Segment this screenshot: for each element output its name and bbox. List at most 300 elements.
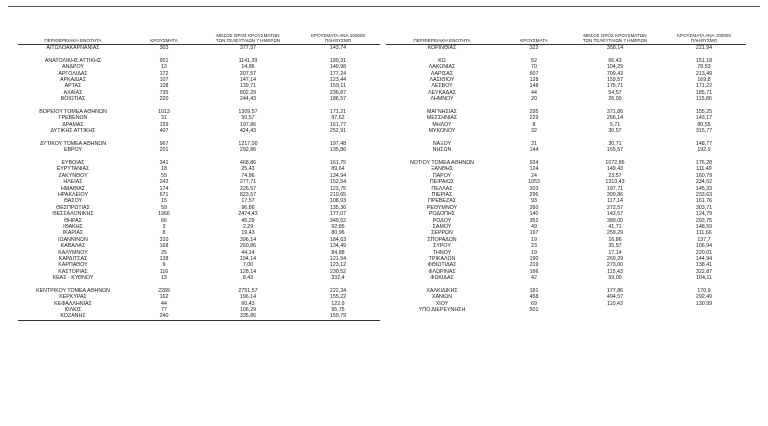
cell-avg7: 17,57 xyxy=(241,198,255,205)
cell-avg7: 292,86 xyxy=(239,147,257,154)
header-avg7: ΜΕΣΟΣ ΟΡΟΣ ΚΡΟΥΣΜΑΤΩΝ ΤΩΝ ΤΕΛΕΥΤΑΙΩΝ 7 ΗΜΕΡΩΝ xyxy=(215,33,281,43)
cell-region: ΣΠΟΡΑΔΩΝ xyxy=(427,236,457,243)
cell-per100k: 186,57 xyxy=(329,96,347,103)
cell-per100k: 303,71 xyxy=(695,204,713,211)
header-region: ΠΕΡΙΦΕΡΕΙΑΚΗ ΕΝΟΤΗΤΑ xyxy=(44,38,102,43)
cell-avg7: 1072,86 xyxy=(605,160,625,167)
cell-avg7: 196,14 xyxy=(239,294,257,301)
cell-region: ΚΑΡΠΑΘΟΥ xyxy=(58,262,88,269)
cell-region: ΜΕΣΣΗΝΙΑΣ xyxy=(426,115,458,122)
cell-per100k: 134,94 xyxy=(329,172,347,179)
cell-cases: 1013 xyxy=(158,108,170,115)
cell-avg7: 26,00 xyxy=(608,96,622,103)
cell-per100k: 111,66 xyxy=(696,230,712,237)
cell-avg7: 147,14 xyxy=(239,76,257,83)
cell-per100k: 349,52 xyxy=(329,217,347,224)
cell-cases: 19 xyxy=(531,236,537,243)
cell-cases: 77 xyxy=(161,307,167,314)
cell-avg7: 266,14 xyxy=(606,115,624,122)
cell-per100k: 138,41 xyxy=(695,262,713,269)
cell-per100k: 176,28 xyxy=(695,160,713,167)
cell-avg7: 226,57 xyxy=(239,185,257,192)
cell-avg7: 66,43 xyxy=(608,57,622,64)
cell-cases: 322 xyxy=(529,45,539,51)
cell-region: ΚΕΦΑΛΛΗΝΙΑΣ xyxy=(54,300,92,307)
cell-region: ΑΝΔΡΟΥ xyxy=(62,64,84,71)
header-cases: ΚΡΟΥΣΜΑΤΑ xyxy=(150,38,178,43)
cell-region: ΙΚΑΡΙΑΣ xyxy=(62,230,84,237)
cell-region: ΛΗΜΝΟΥ xyxy=(430,96,454,103)
cell-region: ΑΙΤΩΛΟΑΚΑΡΝΑΝΙΑΣ xyxy=(46,45,100,51)
cell-per100k: 185,71 xyxy=(695,89,713,96)
table-body-left xyxy=(18,45,380,321)
cell-cases: 1053 xyxy=(528,179,540,186)
cell-avg7: 309,86 xyxy=(606,191,624,198)
cell-avg7: 159,57 xyxy=(606,76,624,83)
cell-region: ΧΑΛΚΙΔΙΚΗΣ xyxy=(426,287,458,294)
cell-region: ΡΟΔΟΥ xyxy=(432,217,452,224)
cell-per100k: 189,31 xyxy=(329,57,347,64)
cell-per100k: 80,55 xyxy=(697,121,711,128)
cell-per100k: 236,87 xyxy=(329,89,347,96)
cell-avg7: 371,86 xyxy=(606,108,624,115)
cell-avg7: 259,29 xyxy=(606,230,624,237)
cell-avg7: 823,57 xyxy=(239,191,257,198)
cell-per100k: 159,11 xyxy=(330,83,346,90)
cell-per100k: 177,07 xyxy=(329,211,347,218)
cell-region: ΘΕΣΣΑΛΟΝΙΚΗΣ xyxy=(52,211,94,218)
cell-region: ΚΟΡΙΝΘΙΑΣ xyxy=(427,45,457,51)
cell-cases: 168 xyxy=(159,243,169,250)
cell-region: ΚΩ xyxy=(438,57,446,64)
cell-per100k: 122,9 xyxy=(331,300,345,307)
header-per100k: ΚΡΟΥΣΜΑΤΑ ΑΝΑ 100000 ΠΛΗΘΥΣΜΟ xyxy=(676,33,732,43)
cell-avg7: 16,86 xyxy=(608,236,622,243)
cell-avg7: 802,29 xyxy=(239,89,257,96)
cell-avg7: 389,00 xyxy=(606,217,624,224)
cell-per100k: 123,44 xyxy=(329,76,347,83)
cell-region: ΝΑΞΟΥ xyxy=(432,140,452,147)
cell-avg7: 2,29 xyxy=(242,223,254,230)
cell-region: ΧΑΝΙΩΝ xyxy=(431,294,453,301)
cell-cases: 148 xyxy=(529,83,539,90)
cell-avg7: 1141,29 xyxy=(238,57,258,64)
cell-per100k: 148,59 xyxy=(695,223,713,230)
table-header-left xyxy=(18,24,380,45)
cell-region: ΠΕΙΡΑΙΩΣ xyxy=(429,179,455,186)
cell-avg7: 59,00 xyxy=(608,275,622,282)
cell-avg7: 149,43 xyxy=(606,166,624,173)
cell-avg7: 273,00 xyxy=(606,262,624,269)
cell-per100k: 143,74 xyxy=(329,45,347,51)
cell-region: ΜΥΚΟΝΟΥ xyxy=(428,128,456,135)
cell-per100k: 177,24 xyxy=(329,70,347,77)
cell-avg7: 143,57 xyxy=(606,211,624,218)
cell-region: ΔΡΑΜΑΣ xyxy=(62,121,84,128)
cell-region: ΙΩΑΝΝΙΝΩΝ xyxy=(58,236,88,243)
cell-per100k: 332,4 xyxy=(331,275,345,282)
cell-avg7: 14,86 xyxy=(241,64,255,71)
cell-avg7: 2751,57 xyxy=(238,287,258,294)
cell-region: ΒΟΡΕΙΟΥ ΤΟΜΕΑ ΑΘΗΝΩΝ xyxy=(39,108,107,115)
cell-cases: 20 xyxy=(531,96,537,103)
cell-cases: 967 xyxy=(159,140,169,147)
cell-per100k: 160,79 xyxy=(695,172,713,179)
cell-avg7: 269,29 xyxy=(606,255,624,262)
cell-cases: 23 xyxy=(531,243,537,250)
cell-per100k: 95,75 xyxy=(331,307,345,314)
cell-per100k: 80,96 xyxy=(331,230,345,237)
cell-avg7: 335,86 xyxy=(239,313,257,320)
page xyxy=(8,6,760,420)
cell-per100k: 92,85 xyxy=(331,223,345,230)
cell-per100k: 293,75 xyxy=(695,217,713,224)
cell-region: ΚΑΒΑΛΑΣ xyxy=(60,243,86,250)
cell-per100k: 234,52 xyxy=(695,179,713,186)
cell-cases: 181 xyxy=(529,287,539,294)
cell-cases: 219 xyxy=(529,262,539,269)
cell-per100k: 161,77 xyxy=(329,121,347,128)
cell-region: ΗΜΑΘΙΑΣ xyxy=(60,185,86,192)
cell-cases: 607 xyxy=(529,70,539,77)
cell-cases: 107 xyxy=(159,76,169,83)
cell-per100k: 135,36 xyxy=(329,204,347,211)
cell-cases: 240 xyxy=(159,313,169,320)
cell-cases: 352 xyxy=(529,217,539,224)
cell-cases: 13 xyxy=(161,64,167,71)
cell-cases: 15 xyxy=(161,198,167,205)
cell-per100k: 144,94 xyxy=(695,255,713,262)
table-row xyxy=(18,313,380,319)
cell-cases: 69 xyxy=(531,300,537,307)
cell-cases: 108 xyxy=(159,83,169,90)
cell-avg7: 277,71 xyxy=(239,179,257,186)
cell-region: ΔΥΤΙΚΗΣ ΑΤΤΙΚΗΣ xyxy=(50,128,96,135)
cell-per100k: 220,01 xyxy=(695,249,713,256)
cell-avg7: 260,86 xyxy=(239,243,257,250)
cell-region: ΞΑΝΘΗΣ xyxy=(430,166,454,173)
cell-region: ΚΑΛΥΜΝΟΥ xyxy=(58,249,88,256)
cell-cases: 44 xyxy=(161,300,167,307)
cell-per100k: 155,25 xyxy=(695,108,713,115)
cell-per100k: 315,77 xyxy=(695,128,713,135)
cell-cases: 70 xyxy=(531,64,537,71)
cell-avg7: 96,86 xyxy=(241,204,255,211)
cell-per100k: 292,49 xyxy=(695,294,713,301)
cell-region: ΓΡΕΒΕΝΩΝ xyxy=(58,115,88,122)
cell-cases: 1966 xyxy=(158,211,170,218)
cell-cases: 31 xyxy=(161,115,167,122)
cell-per100k: 221,94 xyxy=(695,45,713,51)
cell-region: ΣΕΡΡΩΝ xyxy=(431,230,453,237)
cell-region: ΦΛΩΡΙΝΑΣ xyxy=(428,268,456,275)
cell-avg7: 117,14 xyxy=(607,198,623,205)
header-region: ΠΕΡΙΦΕΡΕΙΑΚΗ ΕΝΟΤΗΤΑ xyxy=(413,38,471,43)
cell-per100k: 89,64 xyxy=(331,166,345,173)
cell-cases: 671 xyxy=(159,191,169,198)
cell-region: ΡΕΘΥΜΝΟΥ xyxy=(426,204,458,211)
cell-cases: 8 xyxy=(532,121,536,128)
cell-per100k: 161,75 xyxy=(329,160,347,167)
cell-avg7: 139,71 xyxy=(239,83,257,90)
cell-cases: 52 xyxy=(531,57,537,64)
cell-region: ΛΑΚΩΝΙΑΣ xyxy=(428,64,456,71)
cell-region: ΚΑΡΔΙΤΣΑΣ xyxy=(58,255,88,262)
cell-cases: 9 xyxy=(162,262,166,269)
cell-avg7: 272,57 xyxy=(606,204,624,211)
cell-per100k: 97,62 xyxy=(331,115,345,122)
cell-per100k: 121,54 xyxy=(329,255,347,262)
cell-cases: 172 xyxy=(159,70,169,77)
cell-avg7: 17,14 xyxy=(608,249,622,256)
cell-cases: 25 xyxy=(161,249,167,256)
cell-avg7: 128,14 xyxy=(239,268,257,275)
table-right xyxy=(386,24,746,313)
cell-cases: 3 xyxy=(162,223,166,230)
table-header-right xyxy=(386,24,746,45)
cell-cases: 501 xyxy=(529,307,539,314)
cell-avg7: 165,57 xyxy=(606,147,624,154)
cell-region: ΘΗΡΑΣ xyxy=(64,217,82,224)
cell-cases: 55 xyxy=(161,172,167,179)
header-avg7: ΜΕΣΟΣ ΟΡΟΣ ΚΡΟΥΣΜΑΤΩΝ ΤΩΝ ΤΕΛΕΥΤΑΙΩΝ 7 ΗΜΕΡΩΝ xyxy=(582,33,648,43)
cell-cases: 13 xyxy=(161,275,167,282)
cell-cases: 260 xyxy=(529,204,539,211)
cell-cases: 93 xyxy=(531,198,537,205)
cell-region: ΤΗΝΟΥ xyxy=(432,249,452,256)
cell-avg7: 494,57 xyxy=(606,294,624,301)
cell-region: ΑΡΚΑΔΙΑΣ xyxy=(60,76,86,83)
cell-region: ΚΟΖΑΝΗΣ xyxy=(60,313,86,320)
cell-region: ΦΩΚΙΔΑΣ xyxy=(430,275,454,282)
cell-cases: 42 xyxy=(531,275,537,282)
cell-cases: 197 xyxy=(529,230,539,237)
cell-region: ΠΡΕΒΕΖΑΣ xyxy=(428,198,456,205)
cell-region: ΑΝΑΤΟΛΙΚΗΣ ΑΤΤΙΚΗΣ xyxy=(44,57,102,64)
cell-region: ΒΟΙΩΤΙΑΣ xyxy=(60,96,86,103)
cell-region: ΕΥΒΟΙΑΣ xyxy=(61,160,85,167)
cell-cases: 229 xyxy=(529,115,539,122)
cell-region: ΕΒΡΟΥ xyxy=(63,147,83,154)
cell-region: ΗΛΕΙΑΣ xyxy=(63,179,83,186)
cell-region: ΝΗΣΩΝ xyxy=(432,147,452,154)
cell-region: ΤΡΙΚΑΛΩΝ xyxy=(428,255,456,262)
cell-avg7: 709,43 xyxy=(606,70,624,77)
cell-region: ΧΙΟΥ xyxy=(435,300,449,307)
cell-per100k: 155,22 xyxy=(329,294,347,301)
table-row xyxy=(386,307,746,313)
cell-region: ΛΑΣΙΘΙΟΥ xyxy=(429,76,455,83)
cell-per100k: 171,22 xyxy=(695,83,713,90)
cell-avg7: 41,71 xyxy=(608,223,622,230)
cell-region: ΠΕΛΛΑΣ xyxy=(431,185,453,192)
cell-per100k: 230,52 xyxy=(329,268,347,275)
cell-region: ΜΑΓΝΗΣΙΑΣ xyxy=(426,108,458,115)
cell-avg7: 74,86 xyxy=(241,172,255,179)
cell-per100k: 130,99 xyxy=(695,300,713,307)
cell-avg7: 8,43 xyxy=(242,275,254,282)
cell-cases: 735 xyxy=(159,89,169,96)
cell-region: ΙΘΑΚΗΣ xyxy=(63,223,83,230)
cell-cases: 159 xyxy=(159,121,169,128)
cell-per100k: 143,17 xyxy=(695,115,713,122)
cell-avg7: 104,29 xyxy=(606,64,624,71)
cell-avg7: 110,43 xyxy=(607,300,623,307)
cell-avg7: 60,43 xyxy=(241,300,255,307)
cell-cases: 220 xyxy=(159,96,169,103)
cell-avg7: 358,14 xyxy=(606,45,624,51)
cell-region: ΔΥΤΙΚΟΥ ΤΟΜΕΑ ΑΘΗΝΩΝ xyxy=(39,140,107,147)
cell-region: ΠΙΕΡΙΑΣ xyxy=(431,191,453,198)
cell-avg7: 396,14 xyxy=(239,236,257,243)
cell-avg7: 23,57 xyxy=(608,172,622,179)
cell-avg7: 25,43 xyxy=(241,166,255,173)
cell-cases: 203 xyxy=(529,185,539,192)
cell-cases: 24 xyxy=(531,172,537,179)
cell-per100k: 184,63 xyxy=(329,236,347,243)
cell-region: ΝΟΤΙΟΥ ΤΟΜΕΑ ΑΘΗΝΩΝ xyxy=(409,160,475,167)
cell-region: ΦΘΙΩΤΙΔΑΣ xyxy=(427,262,457,269)
cell-region: ΚΕΝΤΡΙΚΟΥ ΤΟΜΕΑ ΑΘΗΝΩΝ xyxy=(36,287,110,294)
cell-cases: 166 xyxy=(529,268,539,275)
cell-cases: 19 xyxy=(531,249,537,256)
cell-per100k: 78,53 xyxy=(697,64,711,71)
cell-avg7: 377,57 xyxy=(239,45,257,51)
cell-avg7: 50,57 xyxy=(241,115,255,122)
cell-region: ΘΕΣΠΡΩΤΙΑΣ xyxy=(56,204,90,211)
cell-cases: 32 xyxy=(531,128,537,135)
cell-per100k: 137,7 xyxy=(697,236,711,243)
cell-avg7: 1313,43 xyxy=(605,179,625,186)
cell-avg7: 207,57 xyxy=(239,70,257,77)
cell-avg7: 30,57 xyxy=(608,128,622,135)
cell-cases: 31 xyxy=(531,140,537,147)
cell-region: ΛΕΥΚΑΔΑΣ xyxy=(427,89,456,96)
cell-cases: 138 xyxy=(159,255,169,262)
cell-avg7: 54,57 xyxy=(608,89,622,96)
cell-region: ΛΕΣΒΟΥ xyxy=(431,83,453,90)
cell-per100k: 84,88 xyxy=(331,249,345,256)
cell-region: ΚΕΑΣ - ΚΥΘΝΟΥ xyxy=(52,275,94,282)
cell-cases: 310 xyxy=(159,236,169,243)
cell-avg7: 177,86 xyxy=(606,287,624,294)
cell-cases: 140 xyxy=(529,211,539,218)
cell-cases: 44 xyxy=(531,89,537,96)
cell-cases: 116 xyxy=(159,268,169,275)
cell-cases: 407 xyxy=(159,128,169,135)
cell-avg7: 45,29 xyxy=(241,217,255,224)
cell-region: ΚΙΛΚΙΣ xyxy=(64,307,82,314)
cell-region: ΗΡΑΚΛΕΙΟΥ xyxy=(57,191,89,198)
cell-avg7: 5,71 xyxy=(609,121,621,128)
table-body-right xyxy=(386,45,746,313)
cell-per100k: 161,76 xyxy=(695,198,713,205)
cell-avg7: 35,57 xyxy=(608,243,622,250)
cell-avg7: 468,86 xyxy=(239,160,257,167)
header-per100k: ΚΡΟΥΣΜΑΤΑ ΑΝΑ 100000 ΠΛΗΘΥΣΜΟ xyxy=(310,33,366,43)
cell-per100k: 115,86 xyxy=(696,96,712,103)
cell-avg7: 30,71 xyxy=(608,140,622,147)
cell-region: ΣΑΜΟΥ xyxy=(432,223,452,230)
cell-cases: 128 xyxy=(529,76,539,83)
cell-per100k: 124,79 xyxy=(695,211,713,218)
cell-per100k: 123,75 xyxy=(329,185,347,192)
cell-cases: 458 xyxy=(529,294,539,301)
cell-cases: 934 xyxy=(529,160,539,167)
cell-per100k: 219,65 xyxy=(329,191,347,198)
cell-region: ΑΡΤΑΣ xyxy=(64,83,82,90)
cell-region: ΑΡΓΟΛΙΔΑΣ xyxy=(58,70,88,77)
cell-avg7: 7,00 xyxy=(242,262,254,269)
cell-cases: 341 xyxy=(159,160,169,167)
cell-cases: 144 xyxy=(529,147,539,154)
cell-per100k: 222,34 xyxy=(329,287,347,294)
cell-cases: 49 xyxy=(531,223,537,230)
cell-cases: 243 xyxy=(159,179,169,186)
cell-per100k: 108,93 xyxy=(329,198,347,205)
cell-region: ΘΑΣΟΥ xyxy=(63,198,83,205)
cell-per100k: 135,86 xyxy=(329,147,347,154)
cell-cases: 190 xyxy=(529,255,539,262)
cell-per100k: 145,33 xyxy=(695,185,713,192)
cell-avg7: 197,86 xyxy=(239,121,257,128)
cell-region: ΡΟΔΟΠΗΣ xyxy=(428,211,455,218)
cell-per100k: 148,77 xyxy=(695,140,713,147)
cell-per100k: 192,9 xyxy=(697,147,711,154)
cell-region: ΚΑΣΤΟΡΙΑΣ xyxy=(58,268,88,275)
cell-cases: 295 xyxy=(529,108,539,115)
cell-per100k: 213,49 xyxy=(695,70,713,77)
cell-region: ΚΕΡΚΥΡΑΣ xyxy=(59,294,87,301)
cell-region: ΖΑΚΥΝΘΟΥ xyxy=(58,172,88,179)
cell-per100k: 171,21 xyxy=(329,108,347,115)
cell-region: ΜΗΛΟΥ xyxy=(432,121,452,128)
cell-per100k: 322,87 xyxy=(695,268,713,275)
cell-avg7: 1309,57 xyxy=(238,108,258,115)
cell-per100k: 197,48 xyxy=(329,140,347,147)
cell-avg7: 244,43 xyxy=(239,96,257,103)
cell-region: ΑΧΑΪΑΣ xyxy=(63,89,83,96)
cell-per100k: 159,79 xyxy=(329,313,347,320)
cell-per100k: 252,91 xyxy=(329,128,347,135)
cell-cases: 2289 xyxy=(158,287,170,294)
cell-region: ΠΑΡΟΥ xyxy=(432,172,452,179)
cell-per100k: 106,94 xyxy=(695,243,713,250)
cell-cases: 124 xyxy=(529,166,539,173)
table-left xyxy=(18,24,380,321)
cell-cases: 59 xyxy=(161,204,167,211)
cell-per100k: 233,63 xyxy=(695,191,713,198)
cell-cases: 951 xyxy=(159,57,169,64)
cell-avg7: 424,43 xyxy=(239,128,257,135)
cell-region: ΣΥΡΟΥ xyxy=(433,243,451,250)
cell-avg7: 19,43 xyxy=(241,230,255,237)
cell-region: ΛΑΡΙΣΑΣ xyxy=(430,70,454,77)
cell-cases: 8 xyxy=(162,230,166,237)
cell-cases: 162 xyxy=(159,294,169,301)
cell-per100k: 111,49 xyxy=(696,166,712,173)
cell-per100k: 104,11 xyxy=(696,275,712,282)
cell-avg7: 194,14 xyxy=(239,255,257,262)
cell-cases: 18 xyxy=(161,166,167,173)
cell-cases: 296 xyxy=(529,191,539,198)
cell-region: ΥΠΟ ΔΙΕΡΕΥΝΗΣΗ xyxy=(418,307,466,314)
cell-avg7: 115,43 xyxy=(607,268,623,275)
cell-avg7: 2474,43 xyxy=(238,211,258,218)
cell-per100k: 151,18 xyxy=(695,57,713,64)
cell-region: ΕΥΡΥΤΑΝΙΑΣ xyxy=(56,166,90,173)
cell-avg7: 106,29 xyxy=(239,307,257,314)
